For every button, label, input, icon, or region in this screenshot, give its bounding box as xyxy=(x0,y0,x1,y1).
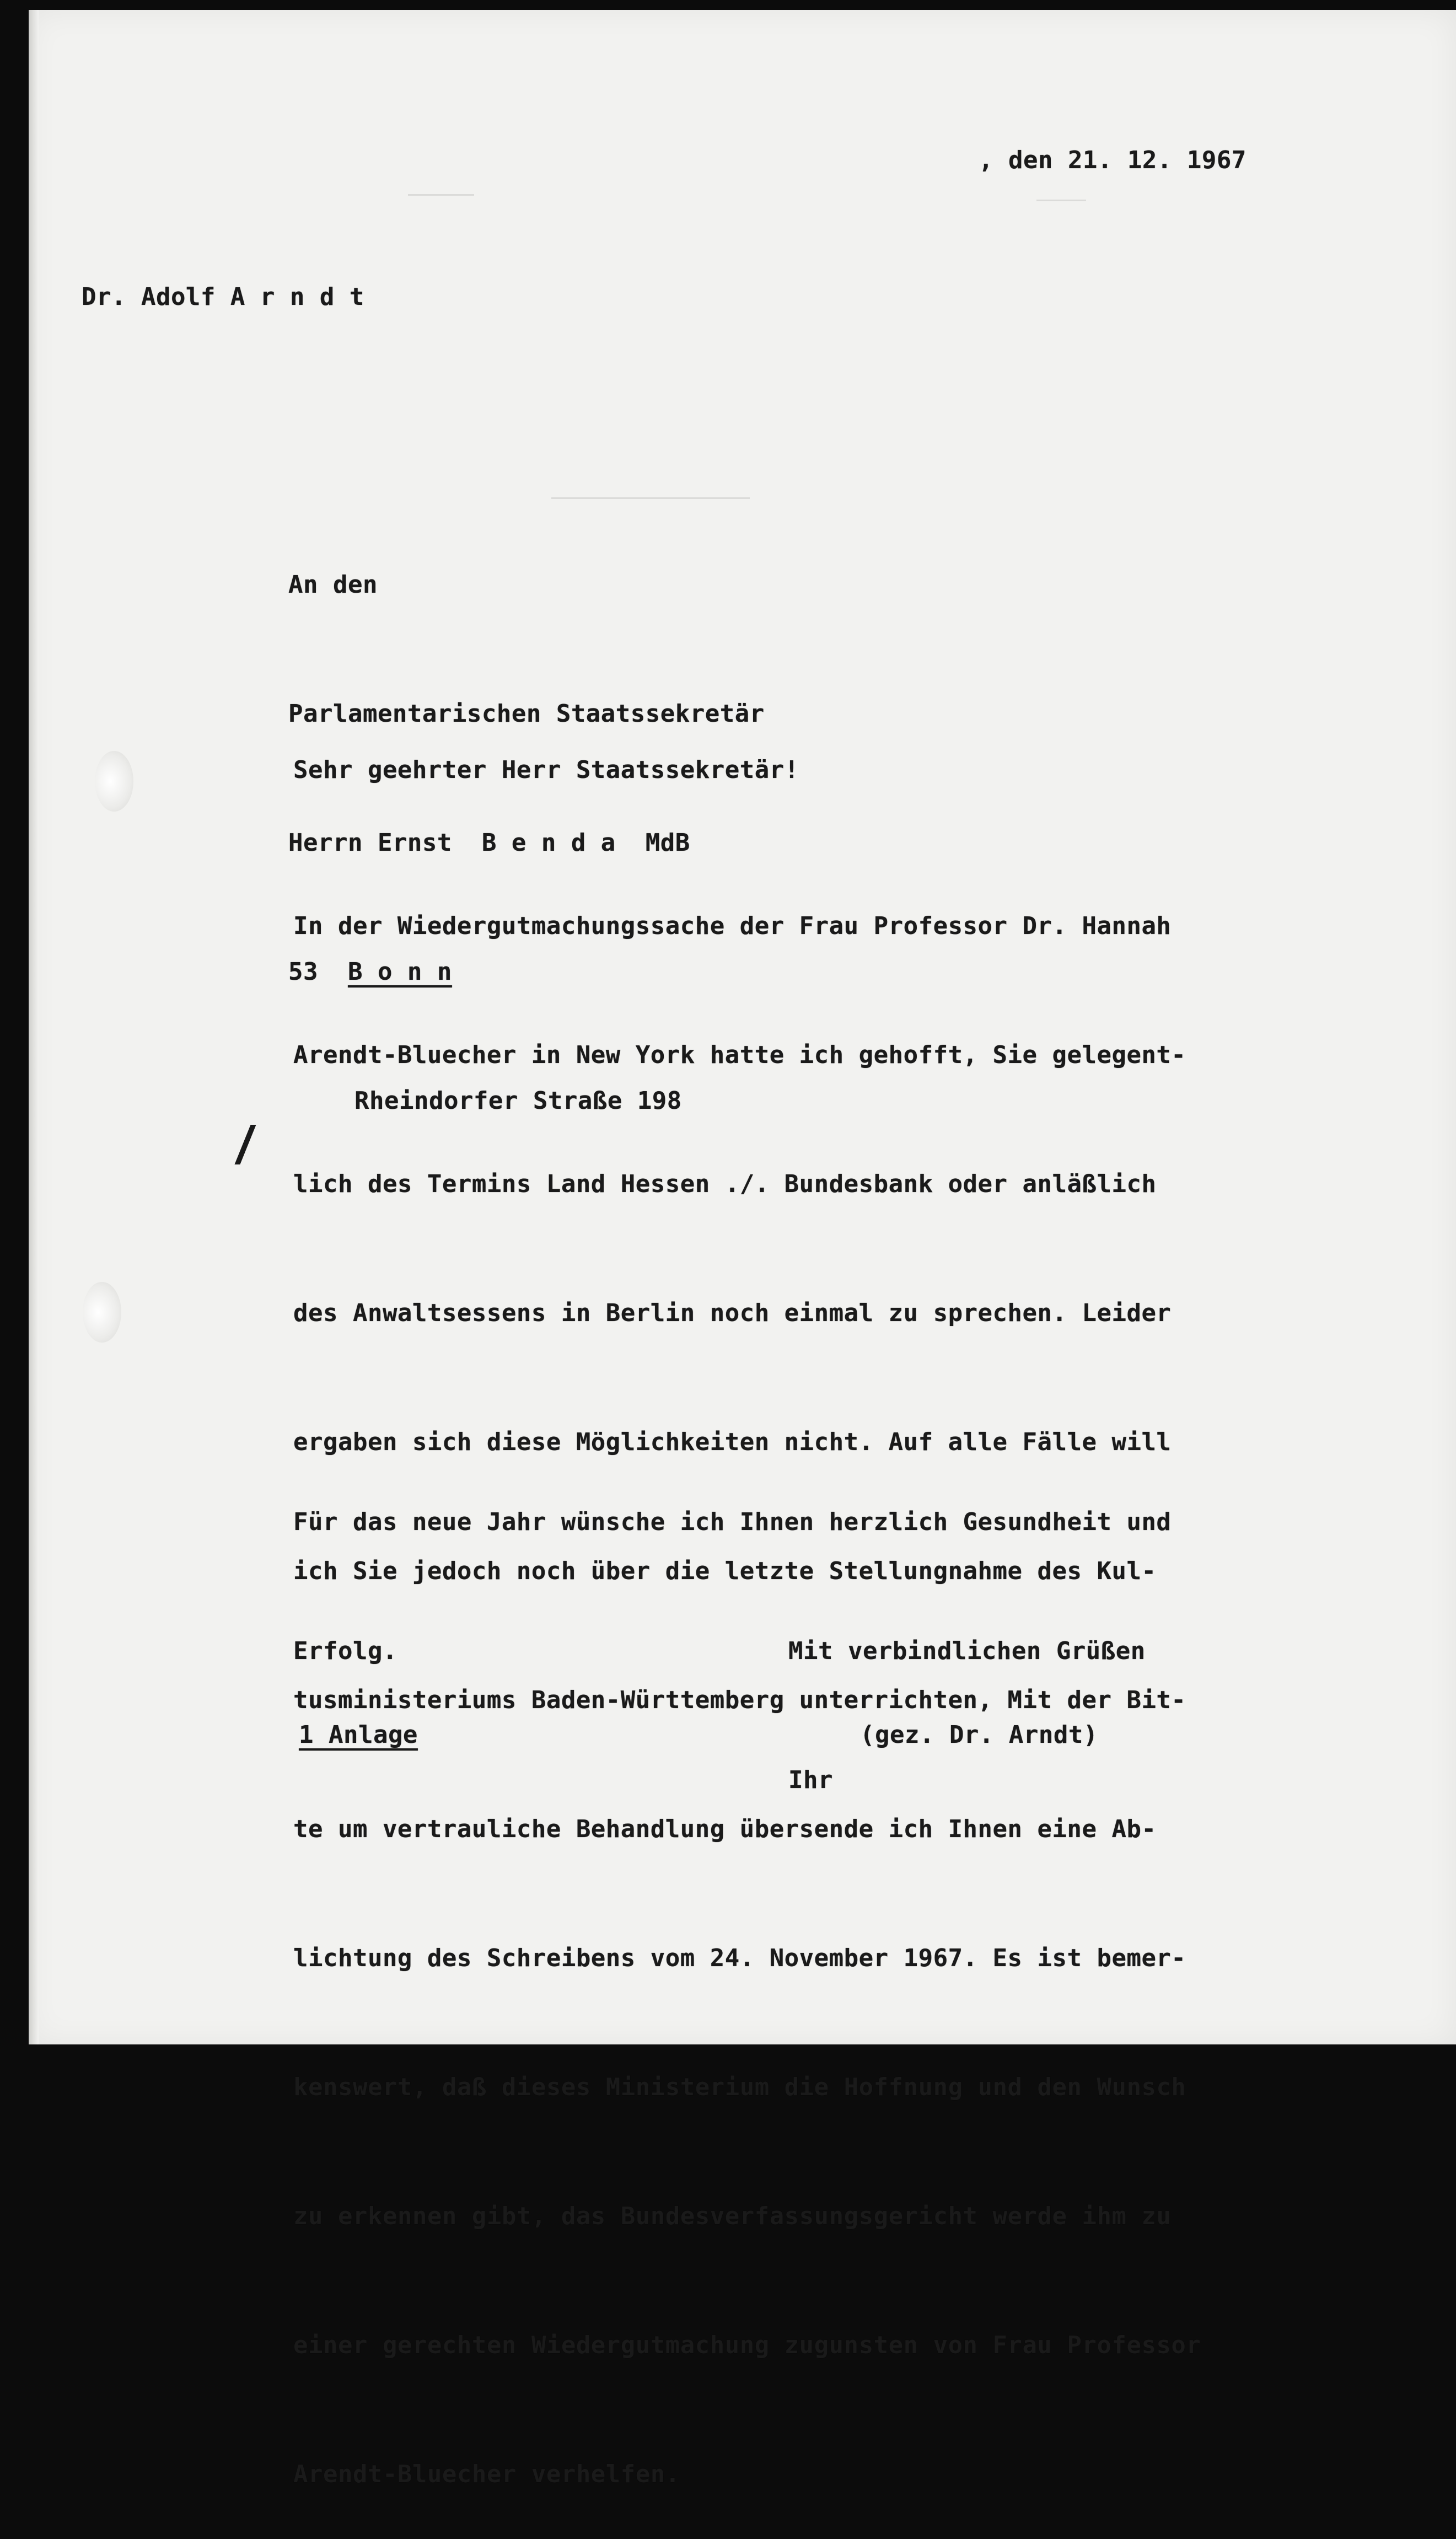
sender-name: Dr. Adolf A r n d t xyxy=(82,283,364,311)
regards-line: Mit verbindlichen Grüßen xyxy=(788,1637,1146,1665)
address-line: Herrn Ernst B e n d a MdB xyxy=(288,829,690,857)
body-line: einer gerechten Wiedergutmachung zugunsten von Frau Professor xyxy=(293,2331,1201,2359)
body-line: ergaben sich diese Möglichkeiten nicht. Auf alle Fälle will xyxy=(293,1428,1172,1456)
address-line: Parlamentarischen Staatssekretär xyxy=(288,700,765,728)
scan-edge-shadow xyxy=(29,10,39,2044)
punch-hole-bottom xyxy=(83,1282,121,1343)
body-line: te um vertrauliche Behandlung übersende ich Ihnen eine Ab- xyxy=(293,1815,1157,1843)
body-line: lich des Termins Land Hessen ./. Bundesbank oder anläßlich xyxy=(293,1170,1157,1198)
closing-line: Für das neue Jahr wünsche ich Ihnen herzlich Gesundheit und xyxy=(293,1508,1172,1536)
closing-line: Erfolg. xyxy=(293,1637,397,1665)
address-postcode: 53 xyxy=(288,958,318,986)
signature: (gez. Dr. Arndt) xyxy=(860,1721,1098,1749)
body-line: kenswert, daß dieses Ministerium die Hoffnung und den Wunsch xyxy=(293,2073,1186,2101)
address-line: An den xyxy=(288,571,378,599)
body-line: In der Wiedergutmachungssache der Frau Professor Dr. Hannah xyxy=(293,912,1172,940)
attachment-note: 1 Anlage xyxy=(299,1721,418,1749)
body-line: ich Sie jedoch noch über die letzte Stellungnahme des Kul- xyxy=(293,1557,1157,1585)
body-line: Arendt-Bluecher in New York hatte ich gehofft, Sie gelegent- xyxy=(293,1041,1186,1069)
body-line: lichtung des Schreibens vom 24. November 1967. Es ist bemer- xyxy=(293,1944,1186,1972)
body-line: des Anwaltsessens in Berlin noch einmal zu sprechen. Leider xyxy=(293,1299,1172,1327)
body-line: zu erkennen gibt, das Bundesverfassungsgericht werde ihm zu xyxy=(293,2202,1172,2230)
letter-date: , den 21. 12. 1967 xyxy=(979,146,1247,174)
body-line: tusministeriums Baden-Württemberg unterrichten, Mit der Bit- xyxy=(293,1686,1186,1714)
punch-hole-top xyxy=(95,751,133,812)
address-street: Rheindorfer Straße 198 xyxy=(354,1087,682,1115)
regards-line: Ihr xyxy=(788,1766,833,1794)
faint-bleedthrough-mark xyxy=(1036,200,1086,201)
body-line: Arendt-Bluecher verhelfen. xyxy=(293,2460,680,2488)
faint-bleedthrough-mark xyxy=(408,194,474,196)
salutation: Sehr geehrter Herr Staatssekretär! xyxy=(293,756,799,784)
address-city: B o n n xyxy=(347,958,452,986)
regards-block xyxy=(788,1544,1146,1845)
